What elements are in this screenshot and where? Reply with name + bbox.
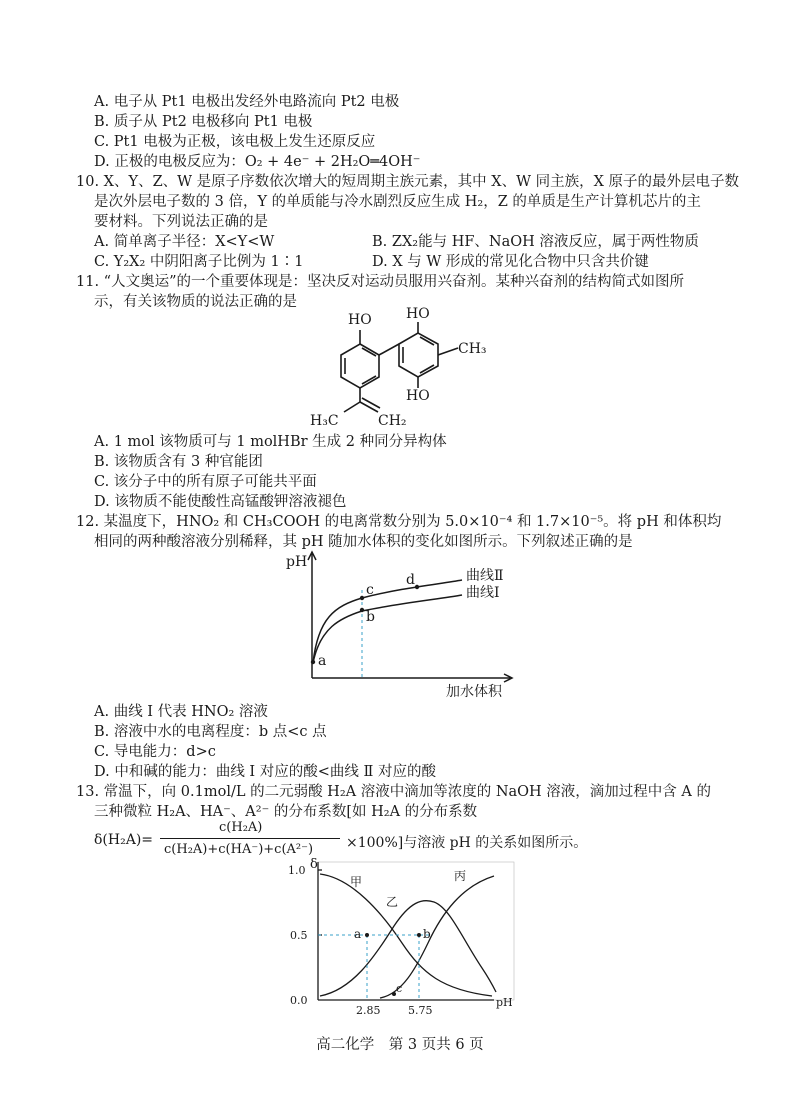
- point-c-marker: [360, 596, 364, 600]
- right-benzene-ring: [399, 333, 438, 377]
- structure-formula: [300, 300, 530, 432]
- label-yi: 乙: [386, 895, 399, 909]
- q11-stem-line1: 11. “人文奥运”的一个重要体现是：坚决反对运动员服用兴奋剂。某种兴奋剂的结构简式如图所: [76, 274, 684, 290]
- curve-yi: [320, 901, 496, 996]
- distribution-chart: [282, 858, 522, 1020]
- h3c-label: H₃C: [310, 413, 339, 429]
- oh-label-top: HO: [406, 306, 430, 322]
- q10-stem-line3: 要材料。下列说法正确的是: [94, 214, 268, 230]
- q12-option-b: B. 溶液中水的电离程度：b 点<c 点: [94, 724, 327, 740]
- q11-option-d: D. 该物质不能使酸性高锰酸钾溶液褪色: [94, 494, 347, 510]
- x-axis-label: 加水体积: [446, 684, 502, 700]
- q9-option-c: C. Pt1 电极为正极，该电极上发生还原反应: [94, 134, 376, 150]
- xtick-575: 5.75: [408, 1004, 433, 1017]
- y-axis-label: δ: [310, 858, 318, 872]
- q11-option-a: A. 1 mol 该物质可与 1 molHBr 生成 2 种同分异构体: [94, 434, 447, 450]
- q12-stem-line1: 12. 某温度下，HNO₂ 和 CH₃COOH 的电离常数分别为 5.0×10⁻⁴ 和 1.7×10⁻⁵。将 pH 和体积均: [76, 514, 722, 530]
- point-b-label: b: [423, 927, 431, 941]
- ytick-05: 0.5: [290, 929, 308, 942]
- q10-option-a: A. 简单离子半径：X<Y<W: [94, 234, 275, 250]
- formula-denominator: c(H₂A)+c(HA⁻)+c(A²⁻): [164, 842, 314, 857]
- q9-option-d: D. 正极的电极反应为：O₂ + 4e⁻ + 2H₂O═4OH⁻: [94, 154, 421, 170]
- page-footer: 高二化学 第 3 页共 6 页: [316, 1037, 484, 1053]
- label-bing: 丙: [454, 869, 467, 883]
- point-c-label: c: [366, 582, 374, 598]
- point-a-label: a: [318, 653, 327, 669]
- ch3-label: CH₃: [458, 341, 487, 357]
- fraction-bar: [160, 838, 340, 839]
- ytick-0: 0.0: [290, 994, 308, 1007]
- point-b-label: b: [366, 609, 375, 625]
- formula-lhs: δ(H₂A)=: [94, 832, 154, 848]
- curve-i: [313, 595, 462, 663]
- q9-option-b: B. 质子从 Pt2 电极移向 Pt1 电极: [94, 114, 313, 130]
- q13-stem-line1: 13. 常温下，向 0.1mol/L 的二元弱酸 H₂A 溶液中滴加等浓度的 NaOH 溶液，滴加过程中含 A 的: [76, 784, 711, 800]
- x-axis-label: pH: [496, 996, 513, 1009]
- oh-label-left: HO: [348, 312, 372, 328]
- xtick-285: 2.85: [356, 1004, 381, 1017]
- q12-option-a: A. 曲线 Ⅰ 代表 HNO₂ 溶液: [94, 704, 268, 720]
- ytick-1: 1.0: [288, 864, 306, 877]
- q10-option-c: C. Y₂X₂ 中阴阳离子比例为 1∶1: [94, 254, 304, 270]
- point-d-marker: [415, 585, 419, 589]
- label-jia: 甲: [350, 875, 363, 889]
- curve-i-label: 曲线Ⅰ: [466, 585, 500, 601]
- q11-stem-line2: 示，有关该物质的说法正确的是: [94, 294, 297, 310]
- left-benzene-ring: [341, 344, 379, 388]
- ch2-label: CH₂: [378, 413, 407, 429]
- point-d-label: d: [406, 572, 415, 588]
- y-axis-label: pH: [286, 554, 308, 570]
- curve-jia: [320, 874, 492, 996]
- q11-option-c: C. 该分子中的所有原子可能共平面: [94, 474, 317, 490]
- point-b-marker: [360, 608, 364, 612]
- q9-option-a: A. 电子从 Pt1 电极出发经外电路流向 Pt2 电极: [94, 94, 400, 110]
- q11-option-b: B. 该物质含有 3 种官能团: [94, 454, 263, 470]
- oh-label-bottom: HO: [406, 388, 430, 404]
- formula-rhs: ×100%]与溶液 pH 的关系如图所示。: [346, 835, 588, 851]
- q10-option-d: D. X 与 W 形成的常见化合物中只含共价键: [372, 254, 649, 270]
- ph-dilution-chart: [280, 548, 520, 700]
- q12-option-c: C. 导电能力：d>c: [94, 744, 216, 760]
- point-b-marker: [417, 933, 421, 937]
- q10-option-b: B. ZX₂能与 HF、NaOH 溶液反应，属于两性物质: [372, 234, 699, 250]
- q10-stem-line2: 是次外层电子数的 3 倍，Y 的单质能与冷水剧烈反应生成 H₂，Z 的单质是生产计算机芯片的主: [94, 194, 701, 210]
- q13-stem-line2: 三种微粒 H₂A、HA⁻、A²⁻ 的分布系数[如 H₂A 的分布系数: [94, 804, 478, 820]
- q12-stem-line2: 相同的两种酸溶液分别稀释，其 pH 随加水体积的变化如图所示。下列叙述正确的是: [94, 534, 633, 550]
- point-a-label: a: [354, 927, 362, 941]
- curve-ii-label: 曲线Ⅱ: [466, 568, 504, 584]
- point-c-label: c: [396, 982, 403, 995]
- point-a-marker: [311, 660, 315, 664]
- q10-stem-line1: 10. X、Y、Z、W 是原子序数依次增大的短周期主族元素，其中 X、W 同主族，X 原子的最外层电子数: [76, 174, 740, 190]
- curve-ii: [313, 580, 462, 663]
- q12-option-d: D. 中和碱的能力：曲线 Ⅰ 对应的酸<曲线 Ⅱ 对应的酸: [94, 764, 436, 780]
- formula-numerator: c(H₂A): [219, 820, 263, 835]
- point-a-marker: [365, 933, 369, 937]
